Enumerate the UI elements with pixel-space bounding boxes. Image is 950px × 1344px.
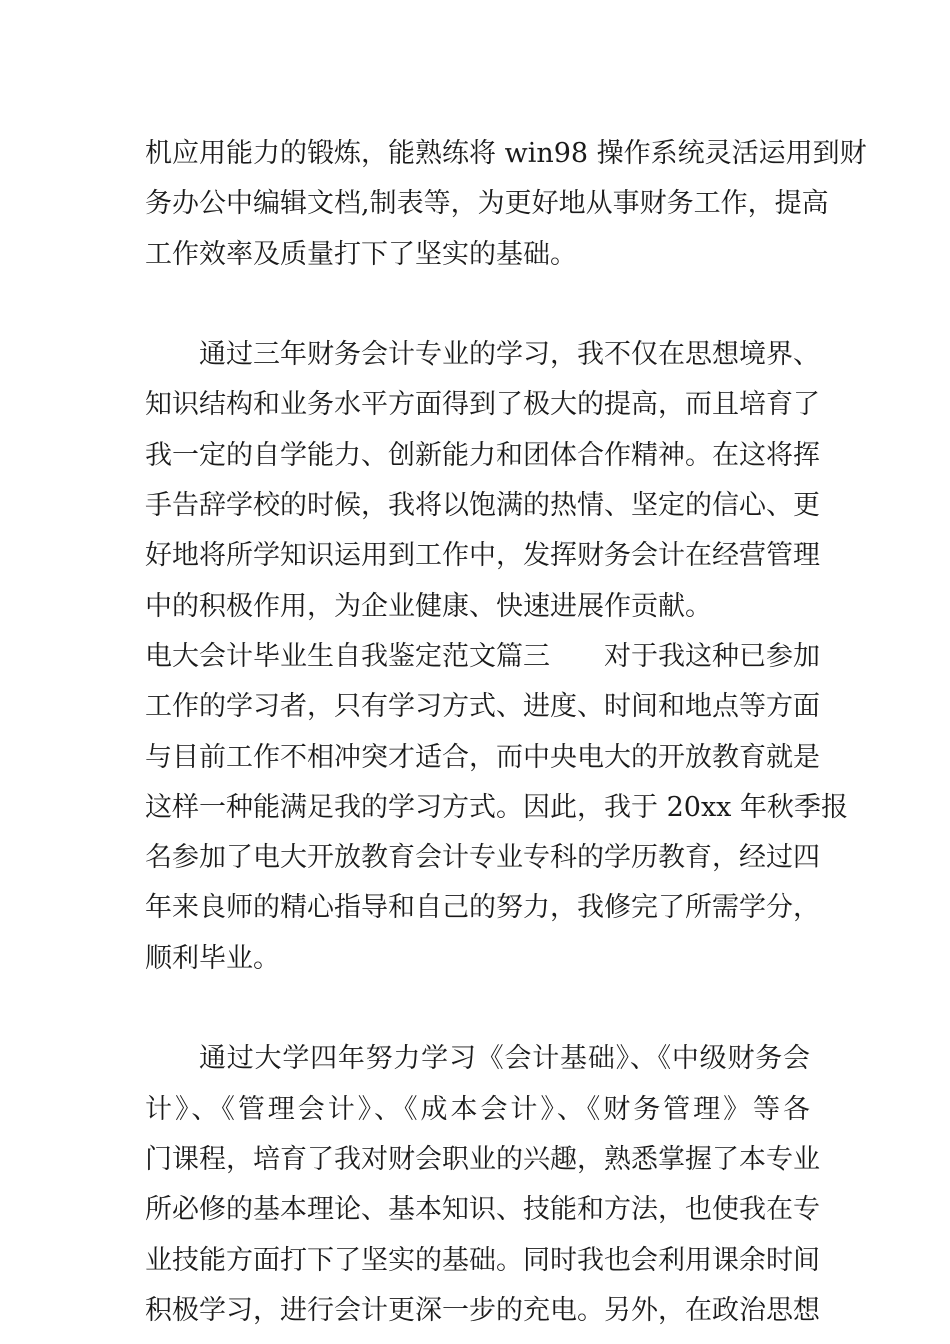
text-line: 名参加了电大开放教育会计专业专科的学历教育，经过四 bbox=[145, 842, 820, 874]
text-line: 计》、《管理会计》、《成本会计》、《财务管理》等各 bbox=[145, 1093, 810, 1125]
text-line: 知识结构和业务水平方面得到了极大的提高，而且培育了 bbox=[145, 389, 820, 421]
text-line: 年来良师的精心指导和自己的努力，我修完了所需学分， bbox=[145, 892, 820, 924]
text-line: 工作效率及质量打下了坚实的基础。 bbox=[145, 238, 577, 270]
text-line: 我一定的自学能力、创新能力和团体合作精神。在这将挥 bbox=[145, 439, 820, 471]
document-body bbox=[145, 129, 867, 1336]
section-heading-line: 电大会计毕业生自我鉴定范文篇三 对于我这种已参加 bbox=[145, 640, 820, 672]
text-line: 务办公中编辑文档,制表等，为更好地从事财务工作，提高 bbox=[145, 188, 829, 220]
text-line: 中的积极作用，为企业健康、快速进展作贡献。 bbox=[145, 590, 712, 622]
text-line: 通过三年财务会计专业的学习，我不仅在思想境界、 bbox=[199, 339, 820, 371]
text-line: 门课程，培育了我对财会职业的兴趣，熟悉掌握了本专业 bbox=[145, 1143, 820, 1175]
text-line: 好地将所学知识运用到工作中，发挥财务会计在经营管理 bbox=[145, 540, 820, 572]
text-line: 顺利毕业。 bbox=[145, 942, 280, 974]
text-line: 工作的学习者，只有学习方式、进度、时间和地点等方面 bbox=[145, 691, 820, 723]
text-line: 所必修的基本理论、基本知识、技能和方法，也使我在专 bbox=[145, 1194, 820, 1226]
text-line: 这样一种能满足我的学习方式。因此，我于 20xx 年秋季报 bbox=[145, 791, 848, 823]
text-line: 机应用能力的锻炼，能熟练将 win98 操作系统灵活运用到财 bbox=[145, 138, 867, 169]
text-line: 积极学习，进行会计更深一步的充电。另外，在政治思想 bbox=[145, 1294, 820, 1326]
text-line: 与目前工作不相冲突才适合，而中央电大的开放教育就是 bbox=[145, 741, 820, 773]
text-line: 业技能方面打下了坚实的基础。同时我也会利用课余时间 bbox=[145, 1244, 820, 1276]
text-line: 通过大学四年努力学习《会计基础》、《中级财务会 bbox=[199, 1043, 810, 1075]
blank-line bbox=[145, 984, 810, 1034]
blank-line bbox=[145, 280, 810, 330]
text-line: 手告辞学校的时候，我将以饱满的热情、坚定的信心、更 bbox=[145, 490, 820, 522]
